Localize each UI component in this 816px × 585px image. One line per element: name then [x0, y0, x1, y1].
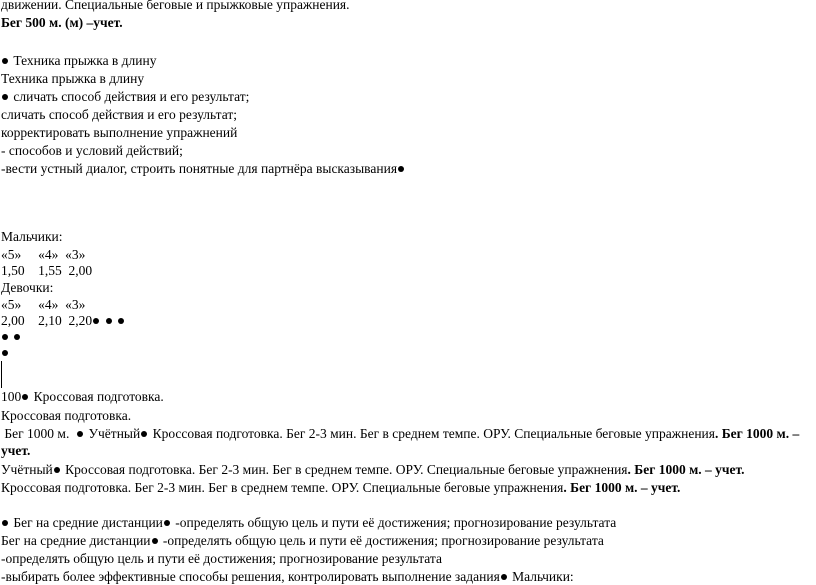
- line-text: Бег на средние дистанции: [1, 533, 151, 548]
- line-text: Кроссовая подготовка.: [1, 408, 132, 423]
- line-text: Кроссовая подготовка.: [33, 389, 164, 404]
- line-text: сличать способ действия и его результат;: [13, 89, 250, 104]
- bullet-line: [1, 52, 157, 69]
- line-text: Мальчики:: [1, 229, 63, 244]
- text-line: [1, 124, 237, 141]
- line-text: 100: [1, 389, 22, 404]
- line-text: Кроссовая подготовка. Бег 2-3 мин. Бег в среднем темпе. ОРУ. Специальные беговые упражнения: [152, 426, 715, 441]
- line-text: Кроссовая подготовка. Бег 2-3 мин. Бег в среднем темпе. ОРУ. Специальные беговые упражнения: [1, 480, 564, 495]
- bullet-icon: [77, 431, 83, 437]
- text-line: [1, 532, 604, 549]
- text-line: [1, 461, 745, 478]
- bullet-icon: [106, 318, 112, 324]
- line-text-bold: . Бег 1000 м. – учет.: [627, 462, 745, 477]
- text-line: [1, 142, 183, 159]
- line-text: «5» «4» «3»: [1, 247, 86, 262]
- bullet-icon: [398, 166, 404, 172]
- bullet-icon: [152, 538, 158, 544]
- bullet-row: [1, 328, 22, 345]
- line-text: Учётный: [88, 426, 141, 441]
- line-text: Техника прыжка в длину: [13, 53, 157, 68]
- line-text: «5» «4» «3»: [1, 297, 86, 312]
- text-line-bold: [1, 14, 123, 31]
- line-text: -определять общую цель и пути её достижения; прогнозирование результата: [162, 533, 604, 548]
- text-line: [1, 568, 574, 585]
- text-line: [1, 479, 680, 496]
- text-line: [1, 106, 237, 123]
- text-line: [1, 160, 406, 177]
- bullet-icon: [14, 334, 20, 340]
- text-line: [1, 388, 164, 405]
- line-text: 2,00 2,10 2,20: [1, 313, 93, 328]
- text-line: [1, 246, 85, 263]
- bullet-icon: [2, 58, 8, 64]
- text-line: [1, 296, 85, 313]
- line-text: 1,50 1,55 2,00: [1, 263, 93, 278]
- line-text: Техника прыжка в длину: [1, 71, 145, 86]
- bullet-icon: [2, 334, 8, 340]
- line-text: Бег 1000 м.: [1, 426, 77, 441]
- bullet-icon: [93, 318, 99, 324]
- text-line: [1, 312, 126, 329]
- bullet-icon: [2, 520, 8, 526]
- bullet-icon: [2, 94, 8, 100]
- line-text: - способов и условий действий;: [1, 143, 183, 158]
- line-text: -определять общую цель и пути её достижения; прогнозирование результата: [175, 515, 617, 530]
- line-text: корректировать выполнение упражнений: [1, 125, 238, 140]
- text-line: [1, 228, 63, 245]
- line-text: Бег на средние дистанции: [13, 515, 163, 530]
- line-text: -вести устный диалог, строить понятные для партнёра высказывания: [1, 161, 398, 176]
- line-text-bold: . Бег 1000 м. – учет.: [1, 426, 800, 458]
- line-text: -определять общую цель и пути её достижения; прогнозирование результата: [1, 551, 442, 566]
- text-line: [1, 262, 92, 279]
- bullet-line: [1, 88, 249, 105]
- text-line: [1, 279, 53, 296]
- text-line: [1, 70, 144, 87]
- text-paragraph: [1, 425, 813, 459]
- line-text: сличать способ действия и его результат;: [1, 107, 238, 122]
- line-text: -выбирать более эффективные способы решения, контролировать выполнение задания: [1, 569, 500, 584]
- line-text-bold: . Бег 1000 м. – учет.: [563, 480, 681, 495]
- text-line: [1, 0, 350, 13]
- bullet-icon: [2, 350, 8, 356]
- line-text: Кроссовая подготовка. Бег 2-3 мин. Бег в среднем темпе. ОРУ. Специальные беговые упражнения: [65, 462, 628, 477]
- text-line: [1, 407, 131, 424]
- line-text: Учётный: [1, 462, 53, 477]
- bullet-icon: [164, 520, 170, 526]
- text-line: [1, 550, 442, 567]
- line-text: Девочки:: [1, 280, 54, 295]
- bullet-icon: [22, 394, 28, 400]
- bullet-icon: [118, 318, 124, 324]
- bullet-row: [1, 344, 10, 361]
- line-text: Бег 500 м. (м) –учет.: [1, 15, 123, 30]
- vertical-rule: [1, 361, 2, 388]
- bullet-icon: [54, 467, 60, 473]
- bullet-icon: [501, 574, 507, 580]
- line-text: Мальчики:: [512, 569, 574, 584]
- bullet-line: [1, 514, 616, 531]
- line-text: движении. Специальные беговые и прыжковые упражнения.: [1, 0, 350, 12]
- bullet-icon: [141, 431, 147, 437]
